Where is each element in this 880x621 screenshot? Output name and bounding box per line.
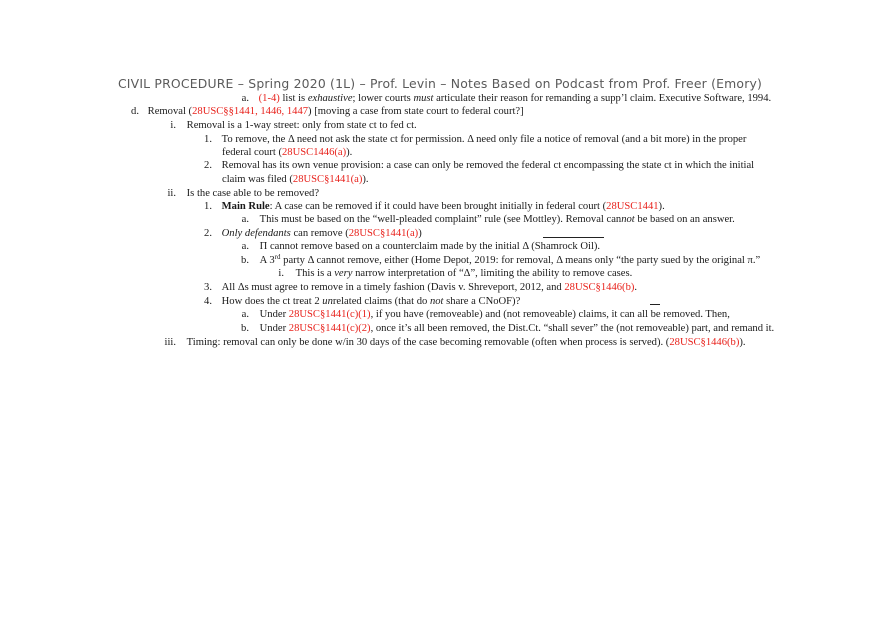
text: ). [362,174,369,185]
text: : A case can be removed if it could have been brought initially in federal court ( [269,201,607,212]
outline-item [239,322,774,335]
list-marker: a. [241,241,249,252]
text: narrow interpretation of “Δ”, limiting the ability to remove cases. [352,268,633,279]
citation: (1-4) [258,93,280,104]
citation: 28USC1446(a) [282,147,347,158]
emphasis: must [413,93,434,104]
outline-item [166,187,319,200]
text: This must be based on the “well-pleaded complaint” rule (see Mottley). Removal can [259,214,622,225]
text: federal court ( [222,147,282,158]
outline-item [202,159,754,172]
outline-item [239,240,600,253]
text: can remove ( [290,228,349,239]
emphasis: very [334,268,353,279]
text: ). [739,337,746,348]
text: Under [259,309,289,320]
outline-item [202,133,746,146]
outline-item [168,119,417,132]
citation: 28USC§§1441, 1446, 1447 [192,106,309,117]
text: share a CNoOF)? [443,296,521,307]
list-marker: a. [241,93,249,104]
text: ) [418,228,422,239]
text: Removal ( [147,106,193,117]
text: Π cannot remove based on a counterclaim made by the initial Δ (Shamrock Oil). [259,241,601,252]
text: This is a [295,268,335,279]
outline-item [239,213,735,226]
list-marker: b. [241,255,249,266]
list-marker: a. [241,214,249,225]
text: ). [346,147,353,158]
text: Under [259,323,289,334]
list-marker: 2. [204,228,212,239]
outline-item [131,105,524,118]
bold-label: Main Rule [221,201,270,212]
list-marker: iii. [164,337,176,348]
citation: 28USC§1441(c)(2) [288,323,371,334]
text: To remove, the Δ need not ask the state ct for permission. Δ need only file a notice of removal (and a bit more) in the proper [221,134,747,145]
list-marker: 4. [204,296,212,307]
text: articulate their reason for remanding a supp’l claim. Executive Software, 1994. [433,93,772,104]
list-marker: 2. [204,160,212,171]
text: Is the case able to be removed? [186,188,320,199]
horizontal-rule [650,304,660,305]
outline-item-continued [222,146,352,159]
outline-item [202,281,637,294]
citation: 28USC§1446(b) [669,337,740,348]
outline-item [163,336,746,349]
emphasis: exhaustive [307,93,353,104]
list-marker: 3. [204,282,212,293]
citation: 28USC§1441(c)(1) [288,309,371,320]
list-marker: i. [170,120,176,131]
text: ; lower courts [352,93,414,104]
outline-item [239,254,760,267]
list-marker: i. [278,268,284,279]
outline-item [239,308,730,321]
text: Removal is a 1-way street: only from state ct to fed ct. [186,120,417,131]
text: Timing: removal can only be done w/in 30 days of the case becoming removable (often when process is served). ( [186,337,670,348]
text: All Δs must agree to remove in a timely fashion (Davis v. Shreveport, 2012, and [221,282,565,293]
list-marker: a. [241,309,249,320]
outline-item [276,267,632,280]
text: , once it’s all been removed, the Dist.Ct. “shall sever” the (not removeable) part, and remand it. [370,323,775,334]
outline-item [202,295,520,308]
text: , if you have (removeable) and (not removeable) claims, it can all be removed. Then, [370,309,730,320]
list-marker: 1. [204,201,212,212]
superscript: rd [274,253,281,261]
citation: 28USC§1446(b) [564,282,635,293]
emphasis: un [322,296,333,307]
text: Removal has its own venue provision: a case can only be removed the federal ct encompassing the state ct in which the initial [221,160,755,171]
text: related claims (that do [332,296,430,307]
citation: 28USC§1441(a) [292,174,363,185]
citation: 28USC1441 [606,201,659,212]
text: be based on an answer. [634,214,735,225]
emphasis: not [621,214,635,225]
text: ) [moving a case from state court to federal court?] [308,106,524,117]
outline-item [239,92,771,105]
outline-item-continued [222,173,369,186]
page-header: CIVIL PROCEDURE – Spring 2020 (1L) – Prof. Levin – Notes Based on Podcast from Prof. Freer (Emory) [117,76,763,91]
outline-item [202,200,665,213]
text: list is [279,93,308,104]
list-marker: 1. [204,134,212,145]
text: A 3 [259,255,275,266]
list-marker: b. [241,323,249,334]
text: party Δ cannot remove, either (Home Depot, 2019: for removal, Δ means only “the party sued by the original π.” [280,255,761,266]
list-marker: ii. [167,188,176,199]
list-marker: d. [131,106,139,117]
horizontal-rule [543,237,604,238]
citation: 28USC§1441(a) [348,228,419,239]
text: . [634,282,638,293]
emphasis: not [429,296,444,307]
text: How does the ct treat 2 [221,296,323,307]
text: claim was filed ( [222,174,293,185]
text: ). [658,201,665,212]
outline-item [202,227,422,240]
emphasis: Only defendants [221,228,291,239]
